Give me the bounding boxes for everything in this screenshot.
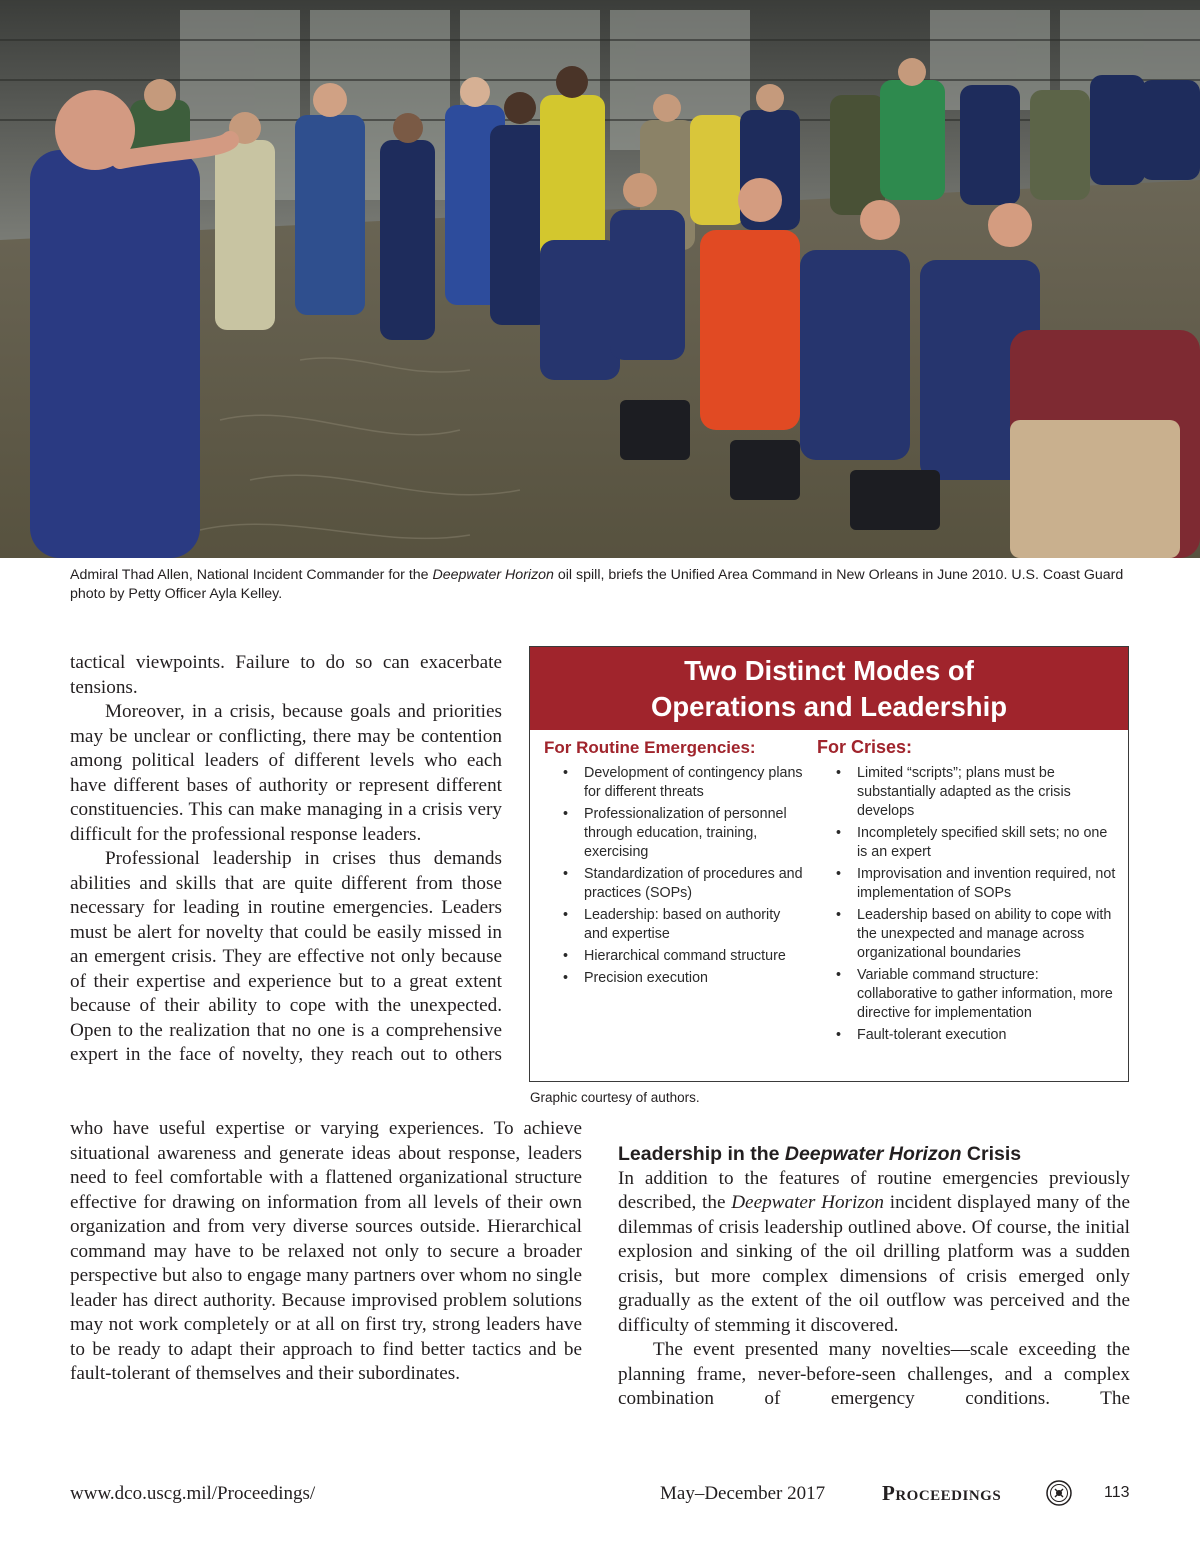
routine-list bbox=[544, 764, 806, 988]
list-item: • Hierarchical command structure bbox=[544, 947, 806, 966]
list-item: • Precision execution bbox=[544, 969, 806, 988]
graphic-title-line: Two Distinct Modes of bbox=[684, 655, 974, 686]
left-column-bottom bbox=[70, 1117, 582, 1387]
list-item: • Variable command structure: collaborative to gather information, more directive for implementation bbox=[817, 966, 1117, 1023]
crises-list bbox=[817, 764, 1117, 1045]
footer-url[interactable]: www.dco.uscg.mil/Proceedings/ bbox=[70, 1483, 316, 1504]
footer-magazine-title: Proceedings bbox=[882, 1481, 1002, 1505]
crises-column bbox=[817, 737, 1117, 1048]
body-paragraph: who have useful expertise or varying experiences. To achieve situational awareness and generate ideas about response, leaders need to feel comfortable with a flattened organizational structure effective for drawing on information from all levels of their own organization and from very diverse sources outside. Hierarchical command may have to be relaxed not only to secure a broader perspective but also to engage many partners over whom no single leader has direct authority. Because improvised problem solutions may not work completely or at all on first try, strong leaders have to be ready to adapt their approach to find better tactics and be fault-tolerant of themselves and their subordinates. bbox=[70, 1118, 582, 1384]
page-number: 113 bbox=[1104, 1484, 1130, 1501]
body-paragraph: The event presented many novelties—scale exceeding the planning frame, never-before-seen challenges, and a complex combination of emergency conditions. The bbox=[618, 1339, 1130, 1409]
list-item: • Development of contingency plans for different threats bbox=[544, 764, 806, 802]
right-column bbox=[618, 1142, 1130, 1412]
list-item: • Incompletely specified skill sets; no one is an expert bbox=[817, 824, 1117, 862]
paragraph-italic-name: Deepwater Horizon bbox=[731, 1192, 885, 1213]
left-column-top bbox=[70, 651, 502, 1068]
footer-date: May–December 2017 bbox=[660, 1483, 826, 1504]
crises-heading: For Crises: bbox=[817, 737, 913, 757]
routine-emergencies-column bbox=[544, 737, 806, 991]
body-paragraph bbox=[618, 1167, 1130, 1339]
section-heading-italic: Deepwater Horizon bbox=[784, 1143, 962, 1165]
body-paragraph: Moreover, in a crisis, because goals and priorities may be unclear or conflicting, there may be contention among political leaders of different levels who each have different bases of authority or represent different constituencies. This can make managing in a crisis very difficult for the professional response leaders. bbox=[70, 701, 502, 845]
section-heading-text: Leadership in the bbox=[618, 1143, 785, 1165]
coast-guard-seal-icon bbox=[1046, 1480, 1072, 1506]
list-item: • Professionalization of personnel through education, training, exercising bbox=[544, 805, 806, 862]
section-heading bbox=[618, 1142, 1130, 1167]
list-item: • Improvisation and invention required, not implementation of SOPs bbox=[817, 865, 1117, 903]
graphic-title bbox=[530, 647, 1128, 730]
caption-text-continued: oil spill, briefs the Unified Area Command in New Orleans in June 2010. U.S. Coast Guard photo by Petty Officer Ayla Kelley. bbox=[70, 567, 1124, 602]
body-paragraph: Professional leadership in crises thus demands abilities and skills that are quite different from those necessary for leading in routine emergencies. Leaders must be alert for novelty that could be easily missed in an emergent crisis. They are effective not only because of their expertise and experience but to a great extent because of their ability to cope with the unexpected. Open to the realization that no one is a comprehensive expert in the face of novelty, they reach out to others bbox=[70, 848, 502, 1065]
list-item: • Limited “scripts”; plans must be substantially adapted as the crisis develops bbox=[817, 764, 1117, 821]
paragraph-text-continued: incident displayed many of the dilemmas of crisis leadership outlined above. Of course, the initial explosion and sinking of the oil drilling platform was a sudden crisis, but more complex dimensions of crisis emerged only gradually as the extent of the oil outflow was perceived and the difficulty of stemming it discovered. bbox=[618, 1192, 1130, 1336]
caption-italic-name: Deepwater Horizon bbox=[432, 567, 554, 583]
list-item: • Standardization of procedures and practices (SOPs) bbox=[544, 865, 806, 903]
routine-heading: For Routine Emergencies: bbox=[544, 738, 756, 757]
briefing-photo bbox=[0, 0, 1200, 558]
modes-graphic bbox=[529, 646, 1129, 1082]
graphic-credit: Graphic courtesy of authors. bbox=[530, 1090, 700, 1105]
photo-caption bbox=[70, 566, 1140, 604]
caption-text: Admiral Thad Allen, National Incident Commander for the bbox=[70, 567, 433, 583]
list-item: • Fault-tolerant execution bbox=[817, 1026, 1117, 1045]
paragraph-text: In addition to the features of routine emergencies previously described, the bbox=[618, 1167, 1130, 1213]
body-paragraph: tactical viewpoints. Failure to do so can exacerbate tensions. bbox=[70, 652, 502, 698]
list-item: • Leadership based on ability to cope with the unexpected and manage across organizational boundaries bbox=[817, 906, 1117, 963]
briefing-photo-illustration bbox=[0, 0, 1200, 558]
graphic-title-line: Operations and Leadership bbox=[650, 691, 1008, 722]
list-item: • Leadership: based on authority and expertise bbox=[544, 906, 806, 944]
section-heading-text-end: Crisis bbox=[961, 1143, 1022, 1165]
